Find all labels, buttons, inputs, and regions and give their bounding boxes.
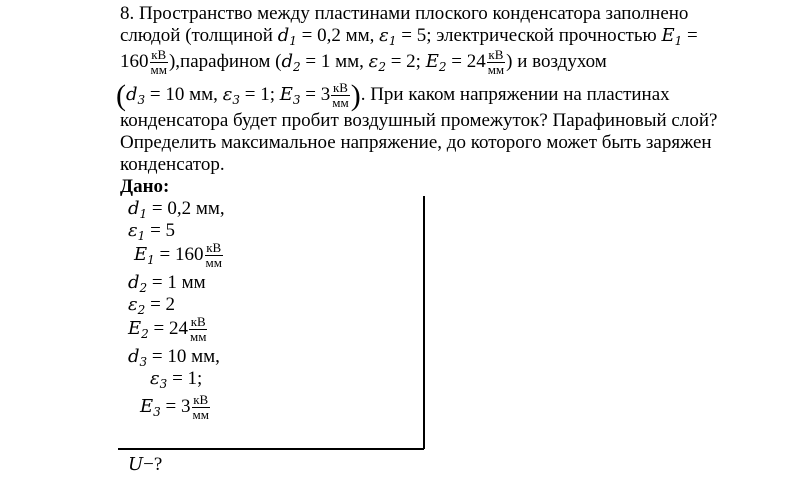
var-E2: $E_2$ (425, 51, 447, 74)
val-e2: = 2; (390, 51, 421, 72)
find-U: U−? (128, 454, 163, 475)
var-E1: $E_1$ (661, 25, 683, 48)
problem-line-6: Определить максимальное напряжение, до которого может быть заряжен (120, 132, 712, 153)
unit-fraction: $\frac{кВ}{мм}$ (192, 392, 209, 423)
unit-fraction: $\frac{кВ}{мм}$ (205, 240, 222, 271)
given-d1: $d_1 = 0,2$ мм, (128, 198, 225, 221)
given-e2: $\varepsilon_2 = 2$ (128, 294, 176, 317)
eq-sign: = (686, 25, 698, 46)
val-d3: = 10 мм, (149, 84, 218, 105)
var-e2: $\varepsilon_2$ (368, 51, 386, 74)
problem-line-3 (120, 47, 607, 77)
given-E1: $E_1 = 160$ $\frac{кВ}{мм}$ (134, 240, 222, 271)
problem-line-1 (120, 3, 688, 25)
var-d2: $d_2$ (281, 51, 301, 74)
given-E2: $E_2 = 24$ $\frac{кВ}{мм}$ (128, 314, 207, 345)
close-paren: ) (350, 79, 361, 112)
problem-text-3a: ),парафином ( (168, 51, 282, 72)
var-e1: $\varepsilon_1$ (379, 25, 397, 48)
val-e1: = 5; (401, 25, 432, 46)
val-E1: 160 (120, 51, 149, 72)
val-E3: = 3 (305, 84, 331, 105)
var-e3: $\varepsilon_3$ (222, 84, 240, 107)
val-E2: = 24 (451, 51, 486, 72)
problem-line-5: конденсатора будет пробит воздушный промежуток? Парафиновый слой? (120, 110, 718, 131)
given-horizontal-divider (118, 448, 424, 450)
var-E3: $E_3$ (279, 84, 301, 107)
unit-fraction: $\frac{кВ}{мм}$ (487, 47, 505, 78)
given-heading: Дано: (120, 176, 170, 197)
open-paren: ( (116, 79, 126, 112)
unit-fraction: $\frac{кВ}{мм}$ (332, 80, 349, 111)
given-vertical-divider (423, 196, 425, 449)
given-d3: $d_3 = 10$ мм, (128, 346, 220, 369)
val-e3: = 1; (244, 84, 275, 105)
unit-fraction: $\frac{кВ}{мм}$ (190, 314, 207, 345)
given-e1: $\varepsilon_1 = 5$ (128, 220, 176, 243)
problem-line-4 (116, 80, 670, 110)
problem-number: 8. (120, 3, 135, 24)
problem-text-3b: ) и воздухом (506, 51, 607, 72)
problem-line-2 (120, 25, 698, 47)
val-d1: = 0,2 мм, (301, 25, 375, 46)
var-d3: $d_3$ (126, 84, 146, 107)
problem-text-4b: . При каком напряжении на пластинах (360, 84, 670, 105)
problem-text-1: Пространство между пластинами плоского конденсатора заполнено (139, 3, 689, 24)
given-e3: $\varepsilon_3 = 1$; (150, 368, 203, 391)
given-E3: $E_3 = 3$ $\frac{кВ}{мм}$ (140, 392, 209, 423)
problem-text-2a: слюдой (толщиной (120, 25, 273, 46)
var-d1: $d_1$ (277, 25, 297, 48)
unit-fraction: $\frac{кВ}{мм}$ (150, 47, 167, 78)
given-d2: $d_2 = 1$ мм (128, 272, 206, 295)
problem-text-2b: электрической прочностью (436, 25, 657, 46)
problem-line-7: конденсатор. (120, 154, 225, 175)
val-d2: = 1 мм, (305, 51, 364, 72)
